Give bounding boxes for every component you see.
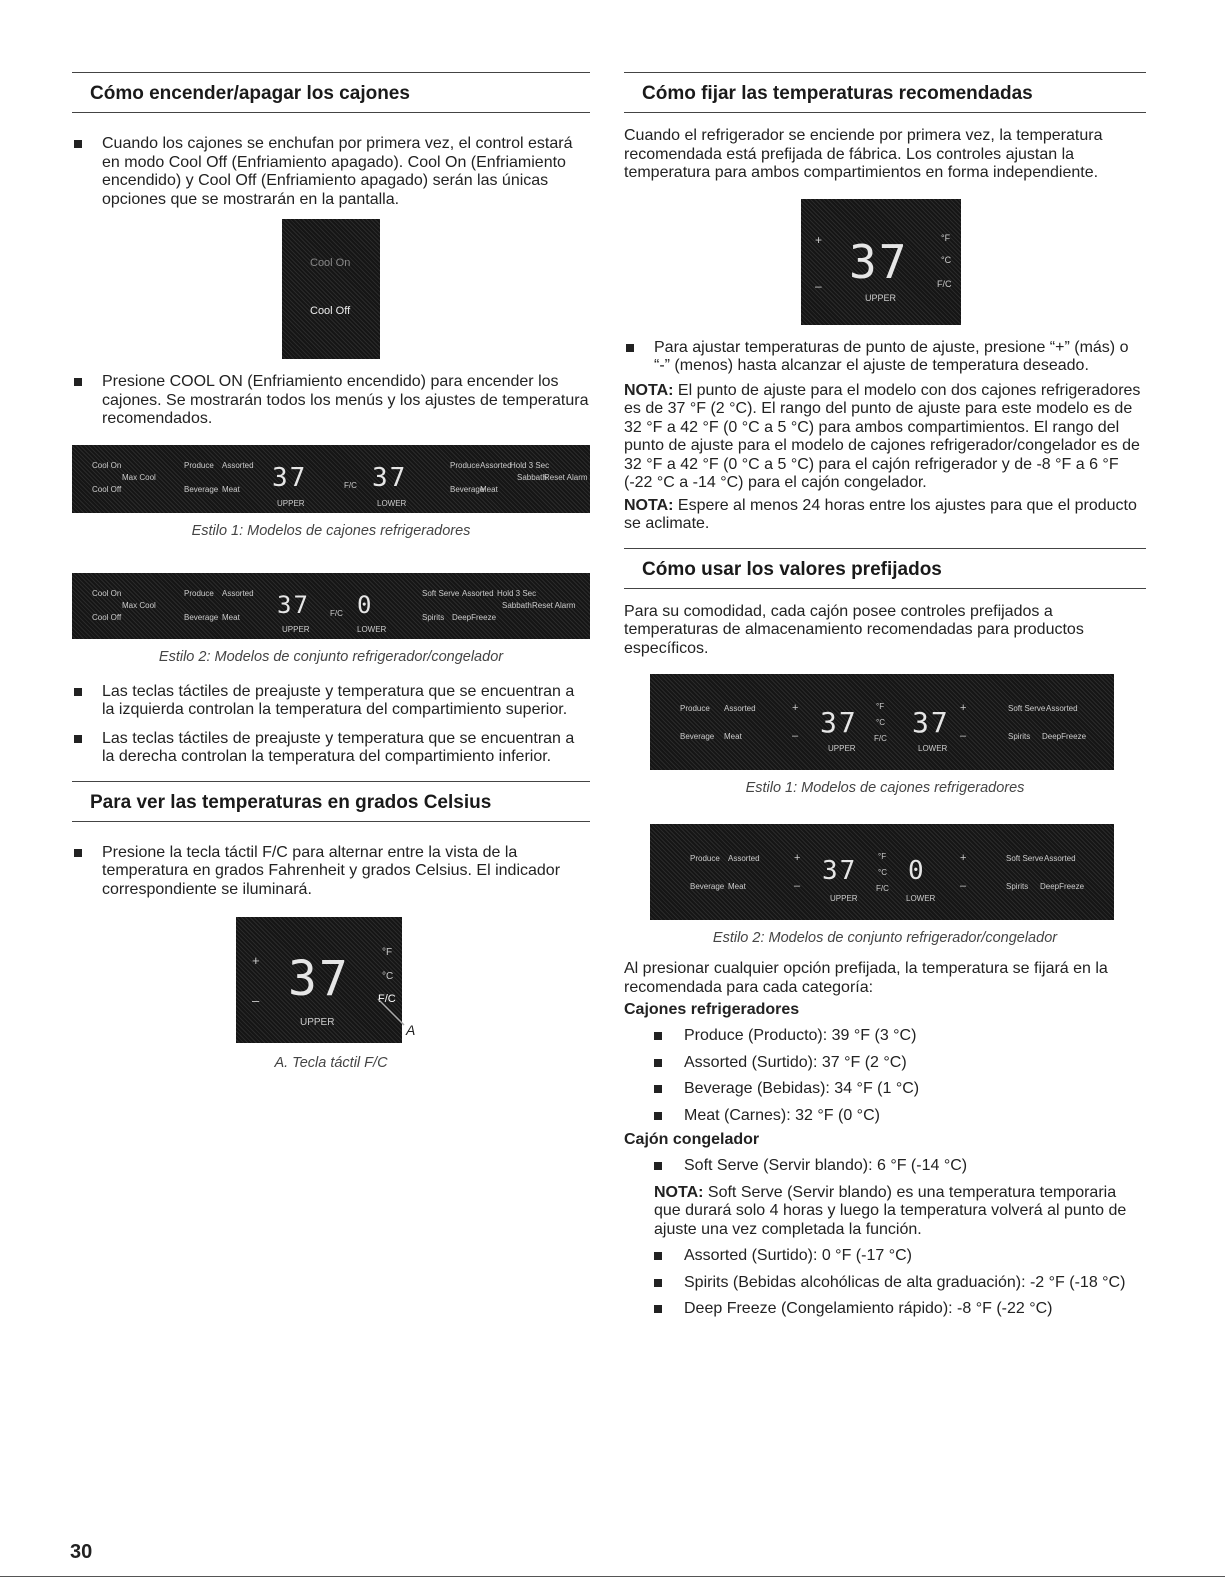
- panel-label: Spirits: [1006, 882, 1029, 891]
- note: [624, 497, 1146, 534]
- upper-label: UPPER: [282, 624, 310, 634]
- plus-key: +: [960, 852, 967, 864]
- panel-label: Max Cool: [122, 472, 156, 482]
- fc-key: F/C: [330, 608, 343, 618]
- panel-label: Assorted: [1046, 704, 1078, 713]
- panel-label: Meat: [724, 732, 742, 741]
- bullet-item: Presione la tecla táctil F/C para alternar entre la vista de la temperatura en grados Fahrenheit y grados Celsius. El indicador correspondiente se iluminará.: [72, 844, 590, 900]
- fc-key: F/C: [378, 993, 396, 1005]
- panel-label: Assorted: [222, 588, 254, 598]
- panel-label: Produce: [184, 588, 214, 598]
- temp-display: 37: [288, 951, 350, 1007]
- panel-label: Reset Alarm: [532, 600, 576, 610]
- lower-label: LOWER: [918, 744, 948, 753]
- deg-c-indicator: °C: [878, 868, 887, 877]
- panel-label: Soft Serve: [422, 588, 460, 598]
- page-number: 30: [70, 1541, 93, 1563]
- preset-panel-style1: [650, 674, 1114, 770]
- panel-label: DeepFreeze: [1042, 732, 1087, 741]
- panel-label: Hold 3 Sec: [497, 588, 537, 598]
- note-text: Espere al menos 24 horas entre los ajustes para que el producto se aclimate.: [624, 496, 1137, 532]
- lower-label: LOWER: [357, 624, 387, 634]
- temp-panel: [801, 199, 961, 325]
- panel-label: Soft Serve: [1006, 854, 1044, 863]
- caption: A. Tecla táctil F/C: [274, 1055, 388, 1071]
- bullet-item: Las teclas táctiles de preajuste y temperatura que se encuentran a la izquierda controlan la temperatura del compartimiento superior.: [72, 683, 590, 720]
- panel-label: DeepFreeze: [1040, 882, 1085, 891]
- temp-display-lower: 0: [908, 856, 926, 886]
- plus-key: +: [792, 702, 799, 714]
- panel-label: Beverage: [450, 484, 485, 494]
- preset-panel-style2: [650, 824, 1114, 920]
- panel-label: Beverage: [184, 612, 219, 622]
- cool-off-key: Cool Off: [310, 305, 351, 317]
- panel-label: Sabbath: [502, 600, 532, 610]
- panel-label: Reset Alarm: [544, 472, 588, 482]
- temp-display-upper: 37: [820, 706, 858, 739]
- lower-label: LOWER: [906, 894, 936, 903]
- note-label: NOTA:: [654, 1183, 704, 1201]
- lower-label: LOWER: [377, 498, 407, 508]
- panel-label: Beverage: [680, 732, 715, 741]
- list-item: Produce (Producto): 39 °F (3 °C): [624, 1027, 1146, 1046]
- panel-label: DeepFreeze: [452, 612, 497, 622]
- panel-label: Beverage: [184, 484, 219, 494]
- panel-label: Soft Serve: [1008, 704, 1046, 713]
- panel-label: Produce: [184, 460, 214, 470]
- plus-key: +: [960, 702, 967, 714]
- panel-label: Assorted: [462, 588, 494, 598]
- minus-key: –: [794, 880, 801, 892]
- panel-label: Meat: [728, 882, 746, 891]
- panel-label: Beverage: [690, 882, 725, 891]
- minus-key: –: [252, 993, 260, 1008]
- minus-key: –: [792, 730, 799, 742]
- list-item: Spirits (Bebidas alcohólicas de alta graduación): -2 °F (-18 °C): [624, 1274, 1146, 1293]
- fc-key: F/C: [937, 278, 952, 289]
- bullet-item: Las teclas táctiles de preajuste y temperatura que se encuentran a la derecha controlan la temperatura del compartimiento inferior.: [72, 730, 590, 767]
- note: [654, 1184, 1146, 1240]
- section-title-presets: Cómo usar los valores prefijados: [624, 548, 1146, 589]
- deg-c-indicator: °C: [941, 254, 952, 265]
- temp-display: 37: [849, 234, 909, 289]
- list-item: Beverage (Bebidas): 34 °F (1 °C): [624, 1080, 1146, 1099]
- fc-key: F/C: [876, 884, 889, 893]
- plus-key: +: [252, 953, 260, 968]
- caption: Estilo 1: Modelos de cajones refrigeradores: [745, 780, 1025, 796]
- deg-c-indicator: °C: [876, 718, 885, 727]
- panel-label: Assorted: [222, 460, 254, 470]
- panel-label: Hold 3 Sec: [510, 460, 550, 470]
- list-item: Assorted (Surtido): 37 °F (2 °C): [624, 1054, 1146, 1073]
- control-panel-style1: [72, 445, 590, 513]
- caption: Estilo 2: Modelos de conjunto refrigerador/congelador: [712, 930, 1058, 946]
- cool-on-key: Cool On: [310, 257, 351, 269]
- cool-on-off-panel: [282, 219, 380, 359]
- temp-display-upper: 37: [272, 462, 308, 493]
- temp-display-lower: 0: [357, 590, 374, 619]
- plus-key: +: [815, 232, 823, 247]
- paragraph: Para su comodidad, cada cajón posee controles prefijados a temperaturas de almacenamiento recomendadas para productos específicos.: [624, 602, 1084, 657]
- upper-label: UPPER: [828, 744, 856, 753]
- page-bottom-rule: [0, 1576, 1225, 1577]
- deg-f-indicator: °F: [941, 232, 951, 243]
- control-panel-style2: [72, 573, 590, 639]
- callout-label: A: [406, 1022, 416, 1038]
- fc-key: F/C: [874, 734, 887, 743]
- panel-label: Assorted: [728, 854, 760, 863]
- panel-label: Max Cool: [122, 600, 156, 610]
- minus-key: –: [960, 730, 967, 742]
- section-title-recommended: Cómo fijar las temperaturas recomendadas: [624, 72, 1146, 113]
- note-label: NOTA:: [624, 381, 674, 399]
- upper-label: UPPER: [277, 498, 305, 508]
- list-item: Soft Serve (Servir blando): 6 °F (-14 °C): [624, 1157, 1146, 1176]
- upper-label: UPPER: [300, 1017, 335, 1028]
- list-item: Assorted (Surtido): 0 °F (-17 °C): [624, 1247, 1146, 1266]
- deg-f-indicator: °F: [382, 947, 393, 958]
- upper-label: UPPER: [830, 894, 858, 903]
- bullet-item: Cuando los cajones se enchufan por primera vez, el control estará en modo Cool Off (Enfriamiento apagado). Cool On (Enfriamiento encendido) y Cool Off (Enfriamiento apagado) serán las únicas opciones que se mostrarán en la pantalla.: [72, 135, 590, 209]
- temp-display-lower: 37: [912, 706, 950, 739]
- panel-label: Spirits: [422, 612, 445, 622]
- fc-key: F/C: [344, 480, 357, 490]
- deg-c-indicator: °C: [382, 971, 394, 982]
- bullet-item: Presione COOL ON (Enfriamiento encendido) para encender los cajones. Se mostrarán todos los menús y los ajustes de temperatura recomendados.: [72, 373, 590, 429]
- panel-label: Produce: [680, 704, 710, 713]
- upper-label: UPPER: [865, 292, 897, 303]
- panel-label: Produce: [450, 460, 480, 470]
- panel-label: Sabbath: [517, 472, 547, 482]
- paragraph: Al presionar cualquier opción prefijada, la temperatura se fijará en la recomendada para cada categoría:: [624, 960, 1108, 996]
- subheading: Cajón congelador: [624, 1131, 760, 1148]
- caption: Estilo 1: Modelos de cajones refrigeradores: [191, 522, 471, 539]
- minus-key: –: [960, 880, 967, 892]
- list-item: Meat (Carnes): 32 °F (0 °C): [624, 1107, 1146, 1126]
- caption: Estilo 2: Modelos de conjunto refrigerador/congelador: [158, 648, 504, 665]
- temp-display-upper: 37: [277, 590, 310, 619]
- left-column: [72, 72, 590, 1071]
- panel-label: Assorted: [724, 704, 756, 713]
- bullet-item: Para ajustar temperaturas de punto de ajuste, presione “+” (más) o “-” (menos) hasta alcanzar el ajuste de temperatura deseado.: [624, 339, 1146, 376]
- note: [624, 382, 1146, 493]
- panel-label: Meat: [222, 484, 240, 494]
- paragraph: Cuando el refrigerador se enciende por primera vez, la temperatura recomendada está prefijada de fábrica. Los controles ajustan la temperatura para ambos compartimientos en forma independiente.: [624, 127, 1103, 181]
- panel-label: Cool Off: [92, 484, 122, 494]
- temp-display-upper: 37: [822, 856, 858, 886]
- deg-f-indicator: °F: [878, 852, 887, 861]
- deg-f-indicator: °F: [876, 702, 885, 711]
- list-item: Deep Freeze (Congelamiento rápido): -8 °F (-22 °C): [624, 1300, 1146, 1319]
- subheading: Cajones refrigeradores: [624, 1001, 800, 1018]
- panel-label: Meat: [222, 612, 240, 622]
- plus-key: +: [794, 852, 801, 864]
- note-text: Soft Serve (Servir blando) es una temperatura temporaria que durará solo 4 horas y luego la temperatura volverá al punto de ajuste una vez completada la función.: [654, 1183, 1127, 1238]
- right-column: [624, 72, 1146, 1319]
- note-label: NOTA:: [624, 496, 674, 514]
- note-text: El punto de ajuste para el modelo con dos cajones refrigeradores es de 37 °F (2 °C). El rango del punto de ajuste para este modelo es de 32 °F a 42 °F (0 °C a 5 °C) para ambos compartimientos. El rango del punto de ajuste para el modelo de cajones refrigerador/congelador es de 32 °F a 42 °F (0 °C a 5 °C) para el cajón refrigerador y de -8 °F a 6 °F (-22 °C a -14 °C) para el cajón congelador.: [624, 381, 1141, 491]
- panel-label: Assorted: [480, 460, 512, 470]
- panel-label: Cool On: [92, 460, 122, 470]
- panel-label: Assorted: [1044, 854, 1076, 863]
- section-title-on-off: Cómo encender/apagar los cajones: [72, 72, 590, 113]
- minus-key: –: [815, 278, 822, 293]
- fc-figure: [236, 917, 416, 1047]
- panel-label: Spirits: [1008, 732, 1031, 741]
- panel-label: Cool On: [92, 588, 122, 598]
- panel-label: Cool Off: [92, 612, 122, 622]
- panel-label: Produce: [690, 854, 720, 863]
- temp-display-lower: 37: [372, 462, 408, 493]
- section-title-celsius: Para ver las temperaturas en grados Celsius: [72, 781, 590, 822]
- panel-label: Meat: [480, 484, 498, 494]
